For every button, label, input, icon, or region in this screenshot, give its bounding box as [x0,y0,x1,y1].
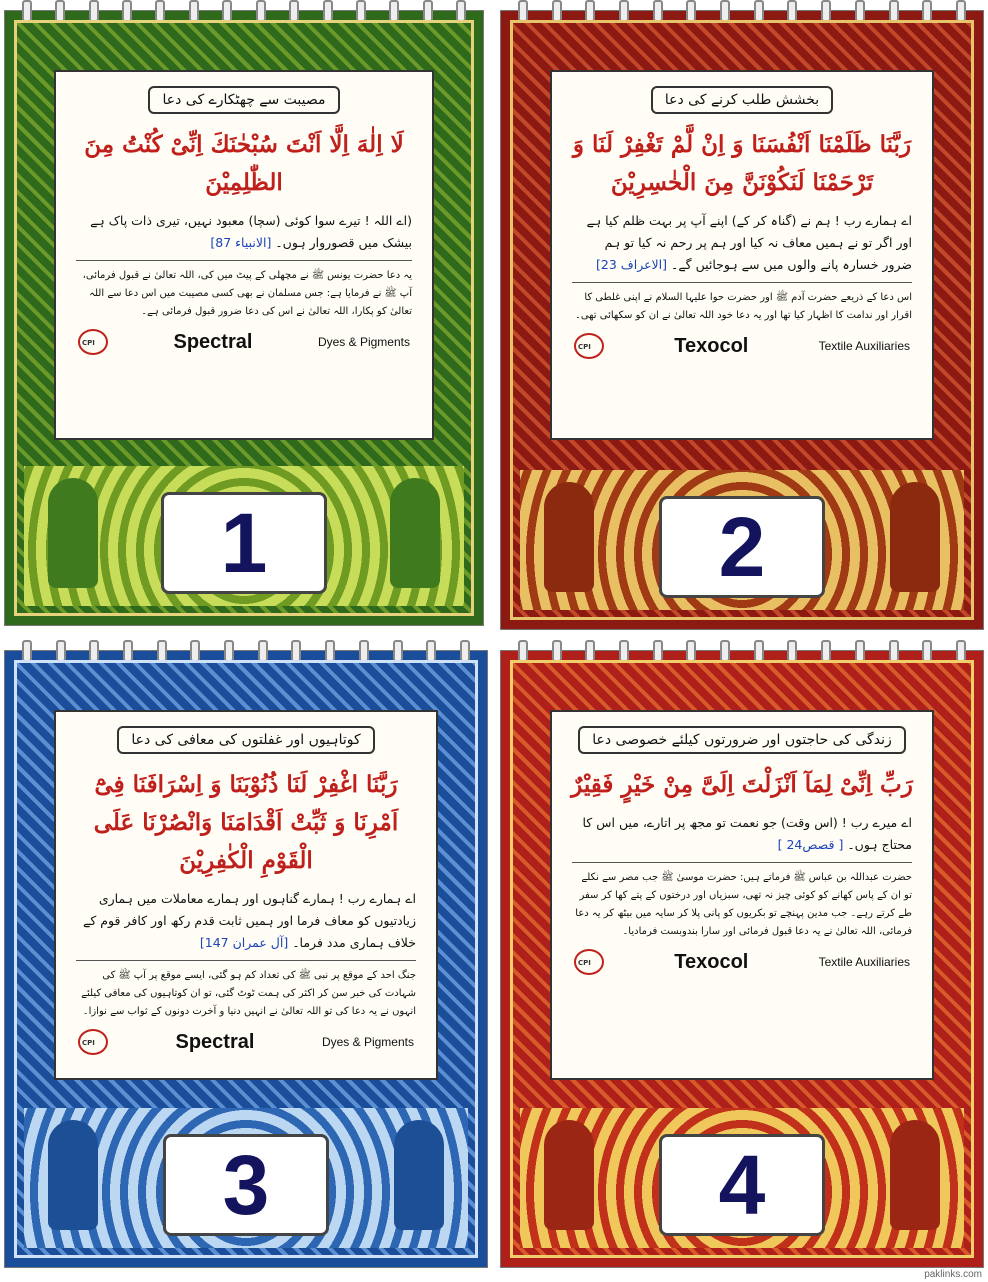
brand-row [568,333,916,359]
floral-motif-icon [544,482,594,592]
card-number: 4 [718,1138,766,1232]
arabic-verse: رَبَّنَا ظَلَمْنَا اَنْفُسَنَا وَ اِنْ لَّمْ تَغْفِرْ لَنَا وَ تَرْحَمْنَا لَنَكُوْنَنَّ مِنَ الْخٰسِرِیْنَ [572,131,912,196]
card-number-box [659,1134,825,1236]
spiral-binding [500,640,984,658]
card-content-panel [54,70,434,440]
floral-motif-icon [390,478,440,588]
story-text: یہ دعا حضرت یونس ﷺ نے مچھلی کے پیٹ میں کی، اللہ تعالیٰ نے قبول فرمائی، آپ ﷺ نے فرمایا ہے: جس مسلمان نے بھی کسی مصیبت میں اس دعا سے اللہ تعالیٰ کو پکارا، اللہ تعالیٰ نے اس کی دعا ضرور قبول فرمائی ہے۔ [76,260,412,321]
arabic-verse: لَا اِلٰهَ اِلَّا اَنْتَ سُبْحٰنَكَ اِنِّیْ كُنْتُ مِنَ الظّٰلِمِیْنَ [84,131,404,196]
verse-reference: [الاعراف 23] [596,257,668,272]
dua-title: کوتاہیوں اور غفلتوں کی معافی کی دعا [117,726,374,754]
spiral-binding [4,0,484,18]
story-text: اس دعا کے ذریعے حضرت آدم ﷺ اور حضرت حوا علیہا السلام نے اپنی غلطی کا اقرار اور ندامت کا اظہار کیا تھا اور یہ دعا خود اللہ تعالیٰ نے ان کو سکھائی تھی۔ [572,282,912,325]
dua-title: زندگی کی حاجتوں اور ضرورتوں کیلئے خصوصی دعا [578,726,905,754]
spiral-binding [4,640,488,658]
brand-tagline: Textile Auxiliaries [818,339,910,353]
floral-motif-icon [48,478,98,588]
floral-panel [24,466,464,606]
floral-motif-icon [394,1120,444,1230]
floral-panel [520,470,964,610]
cpi-logo-icon: CPI [78,1029,108,1055]
verse-reference: [الانبیاء 87] [210,235,272,250]
translation-text: اے ہمارے رب ! ہم نے (گناہ کر کے) اپنے آپ پر بہت ظلم کیا ہے اور اگر تو نے ہمیں معاف نہ کیا اور ہم پر رحم نہ کیا تو ہم ضرور خسارہ پانے والوں میں سے ہوجائیں گے۔ [الاعراف 23] [586,213,912,272]
card-content-panel [550,70,934,440]
brand-row [568,949,916,975]
cpi-logo-icon: CPI [78,329,108,355]
brand-tagline: Textile Auxiliaries [818,955,910,969]
dua-card-3 [4,650,488,1268]
brand-name: Texocol [674,950,749,973]
verse-reference: [ قصص24 ] [777,837,844,852]
story-text: جنگ احد کے موقع پر نبی ﷺ کی تعداد کم ہو گئی، ایسے موقع پر آپ ﷺ کی شہادت کی خبر سن کر اکثر کی ہمت ٹوٹ گئی، تو ان کوتاہیوں کی معافی کیلئے انہوں نے یہ دعا کی تو اللہ تعالیٰ نے انہیں دنیا و آخرت دونوں کے ثواب سے نوازا۔ [76,960,416,1021]
floral-motif-icon [890,482,940,592]
brand-name: Texocol [674,334,749,357]
cpi-logo-icon: CPI [574,333,604,359]
translation-text: اے میرے رب ! (اس وقت) جو نعمت تو مجھ پر اتارے، میں اس کا محتاج ہوں۔ [ قصص24 ] [582,815,912,852]
card-number-box [163,1134,329,1236]
floral-panel [24,1108,468,1248]
story-text: حضرت عبداللہ بن عباس ﷺ فرماتے ہیں: حضرت موسیٰ ﷺ جب مصر سے نکلے تو ان کے پاس کھانے کو کوئی چیز نہ تھی، سبزیاں اور درختوں کے پتے کھا کر سفر طے کرتے رہے۔ جب مدین پہنچے تو بکریوں کو پانی پلا کر سایہ میں بیٹھ کر یہ دعا فرمائی، اللہ تعالیٰ نے یہ دعا قبول فرمائی اور سارا بندوبست فرمادیا۔ [572,862,912,941]
floral-motif-icon [544,1120,594,1230]
brand-row [72,1029,420,1055]
arabic-verse: رَبِّ اِنِّیْ لِمَآ اَنْزَلْتَ اِلَیَّ مِنْ خَیْرٍ فَقِیْرٌ [571,771,913,798]
card-content-panel [54,710,438,1080]
dua-card-4 [500,650,984,1268]
card-number: 2 [718,500,766,594]
dua-card-1 [4,10,484,626]
translation-text: اے ہمارے رب ! ہمارے گناہوں اور ہمارے معاملات میں ہماری زیادتیوں کو معاف فرما اور ہمیں ثابت قدم رکھ اور کافر قوم کے خلاف ہماری مدد فرما۔ [آل عمران 147] [83,891,416,950]
verse-reference: [آل عمران 147] [199,935,289,950]
floral-motif-icon [48,1120,98,1230]
site-watermark: paklinks.com [924,1269,982,1280]
brand-name: Spectral [175,1030,255,1053]
card-number-box [161,492,327,594]
brand-row [72,329,416,355]
card-number-box [659,496,825,598]
card-number: 3 [222,1138,270,1232]
brand-name: Spectral [173,330,253,353]
brand-tagline: Dyes & Pigments [321,1035,414,1049]
dua-title: مصیبت سے چھٹکارے کی دعا [148,86,339,114]
card-number: 1 [220,496,268,590]
arabic-verse: رَبَّنَا اغْفِرْ لَنَا ذُنُوْبَنَا وَ اِسْرَافَنَا فِیْٓ اَمْرِنَا وَ ثَبِّتْ اَقْدَامَنَا وَانْصُرْنَا عَلَی الْقَوْمِ الْكٰفِرِیْنَ [93,771,399,874]
spiral-binding [500,0,984,18]
dua-card-2 [500,10,984,630]
floral-motif-icon [890,1120,940,1230]
brand-tagline: Dyes & Pigments [317,335,410,349]
translation-text: (اے اللہ ! تیرے سوا کوئی (سچا) معبود نہیں، تیری ذات پاک ہے بیشک میں قصوروار ہوں۔ [الانبیاء 87] [90,213,412,250]
dua-title: بخشش طلب کرنے کی دعا [651,86,833,114]
cpi-logo-icon: CPI [574,949,604,975]
card-content-panel [550,710,934,1080]
floral-panel [520,1108,964,1248]
